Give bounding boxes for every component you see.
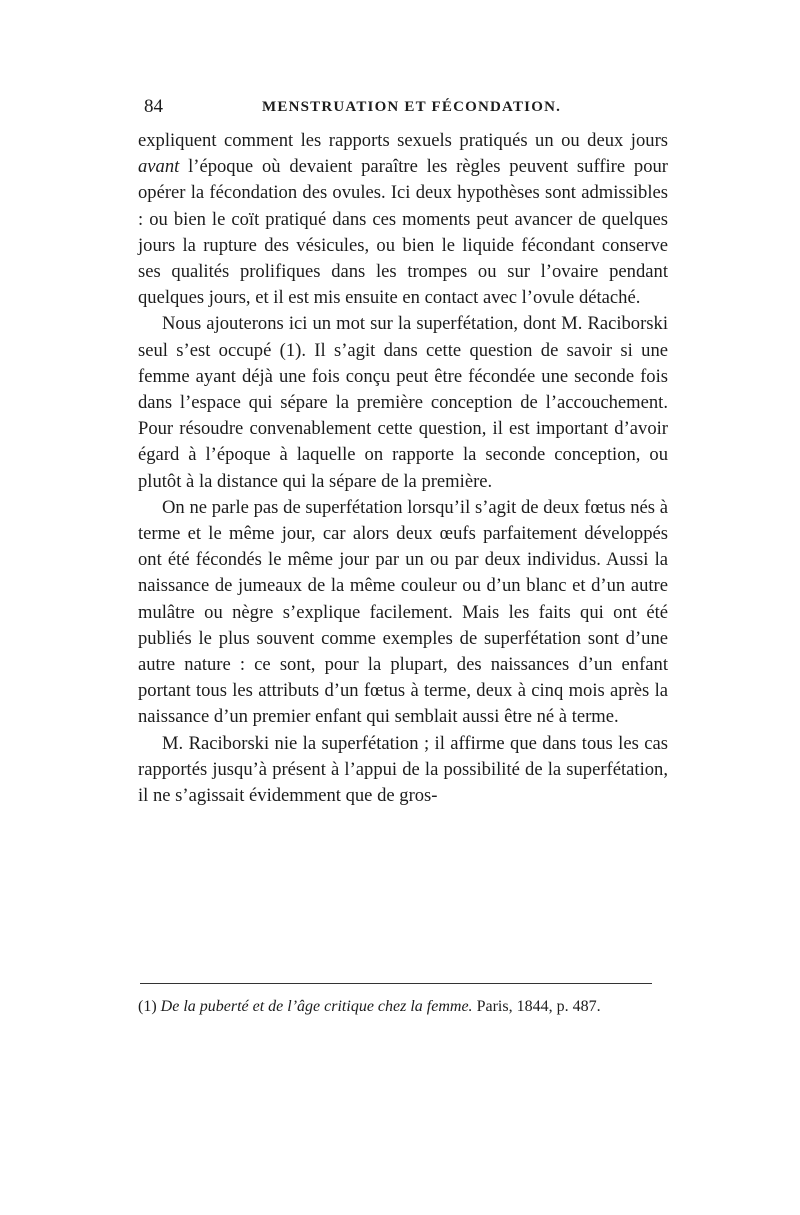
footnote-divider bbox=[140, 983, 652, 984]
paragraph-1-text-b: l’époque où devaient paraître les règles peuvent suffire pour opérer la fécondation des ovules. Ici deux hypothèses sont admissibles : ou bien le coït pratiqué dans ces moments peut avancer de quelques jours la rupture des vésicules, ou bien le liquide fécondant conserve ses qualités prolifiques dans les trompes ou sur l’ovaire pendant quelques jours, et il est mis ensuite en contact avec l’ovule détaché. bbox=[138, 156, 668, 309]
paragraph-1-text-a: expliquent comment les rapports sexuels pratiqués un ou deux jours bbox=[138, 130, 668, 151]
footnote-publication: Paris, 1844, p. 487. bbox=[476, 998, 601, 1015]
page-header bbox=[140, 96, 670, 120]
footnote bbox=[138, 996, 668, 1017]
running-title: MENSTRUATION ET FÉCONDATION. bbox=[262, 99, 562, 115]
footnote-title: De la puberté et de l’âge critique chez la femme. bbox=[160, 998, 473, 1015]
page-body bbox=[138, 128, 668, 809]
paragraph-4: M. Raciborski nie la superfétation ; il affirme que dans tous les cas rapportés jusqu’à présent à l’appui de la possibilité de la superfétation, il ne s’agissait évidemment que de gros- bbox=[138, 732, 668, 807]
paragraph-3: On ne parle pas de superfétation lorsqu’il s’agit de deux fœtus nés à terme et le même jour, car alors deux œufs parfaitement développés ont été fécondés le même jour par un ou par deux individus. Aussi la naissance de jumeaux de la même couleur ou d’un blanc et d’un autre mulâtre ou nègre s’explique facilement. Mais les faits qui ont été publiés le plus souvent comme exemples de superfétation sont d’une autre nature : ce sont, pour la plupart, des naissances d’un enfant portant tous les attributs d’un fœtus à terme, deux à cinq mois après la naissance d’un premier enfant qui semblait aussi être né à terme. bbox=[138, 496, 668, 728]
paragraph-2: Nous ajouterons ici un mot sur la superfétation, dont M. Raciborski seul s’est occupé (1). Il s’agit dans cette question de savoir si une femme ayant déjà une fois conçu peut être fécondée une seconde fois dans l’espace qui sépare la première conception de l’accouchement. Pour résoudre convenablement cette question, il est important d’avoir égard à l’époque à laquelle on rapporte la seconde conception, ou plutôt à la distance qui la sépare de la première. bbox=[138, 313, 668, 492]
page-number: 84 bbox=[144, 96, 163, 117]
footnote-marker: (1) bbox=[138, 998, 157, 1015]
paragraph-1 bbox=[138, 128, 668, 311]
paragraph-1-emphasis: avant bbox=[138, 156, 180, 178]
